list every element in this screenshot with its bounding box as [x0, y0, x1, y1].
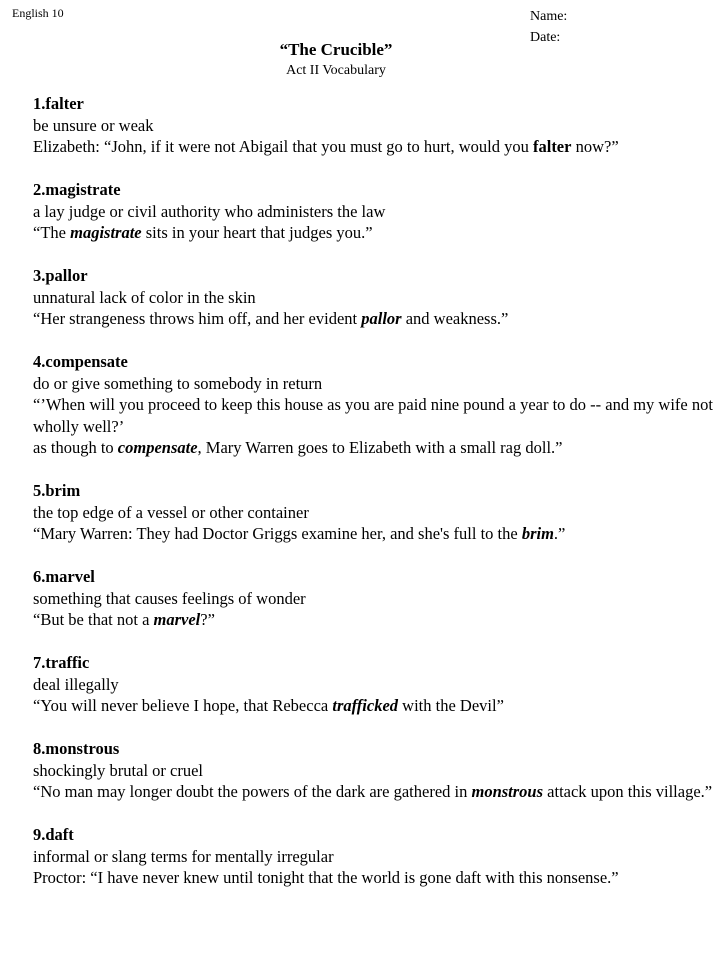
vocab-definition: informal or slang terms for mentally irregular: [33, 846, 334, 866]
vocab-definition: be unsure or weak: [33, 115, 154, 135]
vocab-term: 9.daft: [33, 825, 74, 844]
vocab-term: 7.traffic: [33, 653, 90, 672]
vocab-quote-line1: “’When will you proceed to keep this house as you are paid nine pound a year to do -- and my wife not wholly well?’: [33, 395, 713, 436]
quote-term: trafficked: [332, 696, 399, 715]
vocab-entry-brim: [33, 480, 713, 545]
vocab-term: 5.brim: [33, 481, 81, 500]
quote-text: sits in your heart that judges you.”: [141, 223, 373, 242]
vocab-term: 2.magistrate: [33, 180, 121, 199]
quote-text: now?”: [571, 137, 619, 156]
quote-term: brim: [521, 524, 554, 543]
quote-text: , Mary Warren goes to Elizabeth with a small rag doll.”: [197, 438, 563, 457]
vocab-entry-falter: [33, 93, 713, 158]
quote-text: ?”: [200, 610, 215, 629]
vocab-definition: a lay judge or civil authority who administers the law: [33, 201, 386, 221]
vocab-quote: [33, 136, 713, 158]
vocab-definition: the top edge of a vessel or other container: [33, 502, 309, 522]
date-label: Date:: [530, 30, 561, 45]
vocab-definition: unnatural lack of color in the skin: [33, 287, 256, 307]
vocab-definition: deal illegally: [33, 674, 119, 694]
quote-text: attack upon this village.”: [543, 782, 713, 801]
vocab-term: 1.falter: [33, 94, 84, 113]
vocab-entry-compensate: [33, 351, 713, 459]
quote-term: monstrous: [471, 782, 544, 801]
quote-text: with the Devil”: [398, 696, 504, 715]
quote-text: “Her strangeness throws him off, and her evident: [33, 309, 362, 328]
vocab-quote: [33, 308, 713, 330]
quote-term: marvel: [153, 610, 201, 629]
quote-term: pallor: [361, 309, 402, 328]
quote-text: and weakness.”: [401, 309, 509, 328]
vocab-term: 6.marvel: [33, 567, 95, 586]
name-label: Name:: [530, 9, 568, 24]
vocab-quote: [33, 523, 713, 545]
quote-text: “Mary Warren: They had Doctor Griggs examine her, and she's full to the: [33, 524, 522, 543]
page-title: “The Crucible”: [279, 40, 393, 59]
vocab-quote: [33, 609, 713, 631]
vocab-term: 8.monstrous: [33, 739, 120, 758]
quote-text: “You will never believe I hope, that Rebecca: [33, 696, 333, 715]
vocab-entry-magistrate: [33, 179, 713, 244]
vocab-entry-daft: [33, 824, 713, 889]
quote-term: magistrate: [70, 223, 142, 242]
quote-text: “The: [33, 223, 71, 242]
vocab-term: 3.pallor: [33, 266, 88, 285]
vocab-entry-traffic: [33, 652, 713, 717]
quote-term: falter: [532, 137, 572, 156]
quote-text: as though to: [33, 438, 118, 457]
vocab-quote: [33, 781, 713, 803]
vocab-quote: [33, 695, 713, 717]
vocab-definition: shockingly brutal or cruel: [33, 760, 203, 780]
vocab-entry-monstrous: [33, 738, 713, 803]
page-subtitle: Act II Vocabulary: [286, 63, 386, 78]
vocab-quote: [33, 222, 713, 244]
vocab-entry-marvel: [33, 566, 713, 631]
vocab-definition: something that causes feelings of wonder: [33, 588, 306, 608]
quote-text: “But be that not a: [33, 610, 154, 629]
vocab-entry-pallor: [33, 265, 713, 330]
quote-text: .”: [553, 524, 566, 543]
quote-text: “No man may longer doubt the powers of the dark are gathered in: [33, 782, 472, 801]
quote-text: Elizabeth: “John, if it were not Abigail that you must go to hurt, would you: [33, 137, 533, 156]
quote-text: Proctor: “I have never knew until tonight that the world is gone daft with this nonsense.”: [33, 868, 619, 887]
vocab-quote: [33, 437, 713, 459]
vocab-term: 4.compensate: [33, 352, 128, 371]
quote-term: compensate: [117, 438, 198, 457]
vocab-definition: do or give something to somebody in return: [33, 373, 323, 393]
course-label: English 10: [12, 6, 64, 20]
vocab-quote: [33, 867, 713, 889]
vocabulary-list: [33, 93, 713, 910]
